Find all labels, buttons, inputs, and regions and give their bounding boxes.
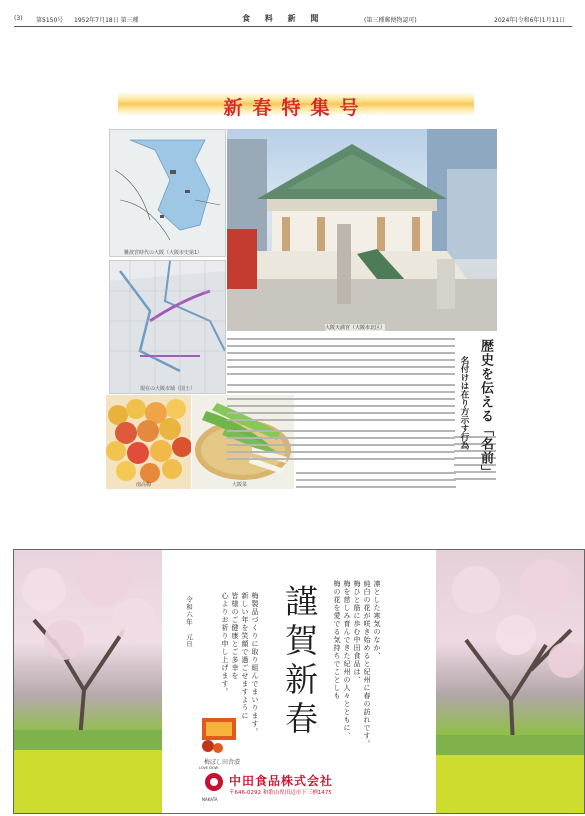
map1-caption: 難波宮時代の大阪（大阪市史第1） [124,250,203,256]
masthead [14,12,574,26]
new-year-greeting: 謹賀新春 [280,584,319,740]
ad-message-line: 梅製品づくりに取り組んでまいります。 [251,592,259,736]
historical-map-drawing [110,130,225,256]
company-address: 〒646-0292 和歌山県田辺市下三栖1475 [229,790,332,796]
advertisement [13,549,585,814]
ad-message-line: 梅の花を愛でる気持ちでことしも [333,580,341,700]
vegetable-caption: 大阪菜 [232,482,248,488]
ad-message-line: 心よりお祈り申し上げます。 [221,592,229,696]
ad-message-line: 梅ひと筋に歩む中田食品は、 [353,580,361,684]
newspaper-title: 食 料 新 聞 [242,14,325,23]
article-text-block-1 [227,338,455,380]
product-image [196,716,240,756]
logo-wordmark: NAKATA [202,797,218,802]
logo-mark [203,770,225,800]
ume-fruit-illustration [106,395,191,489]
temple-photo [227,129,497,331]
blossom-right-illustration [436,550,584,813]
company-logo-icon [203,770,225,800]
article-headline: 歴史を伝える「名前」 [478,339,493,479]
modern-map-image [109,260,226,394]
ad-message-line: 凛とした寒気のなか、 [373,580,381,660]
article-text-block-3 [227,430,455,470]
ad-message-line: 皆様のご健康とご多幸を [231,592,239,680]
mail-note: 1952年7月18日 第三種 [74,17,139,24]
ad-message-line: 梅を慈しみ育んできた紀州の人々とともに、 [343,580,351,740]
special-issue-banner [118,92,474,119]
product-box-illustration [196,716,240,756]
era-date: 令和六年 元旦 [185,596,193,649]
plum-blossom-photo-left [14,550,162,813]
historical-map-image [109,129,226,257]
postal-note: (第三種郵便物認可) [364,17,417,24]
modern-map-drawing [110,261,225,393]
ad-message-line: 新しい年を笑顔で過ごせますように [241,592,249,720]
banner-title: 新春特集号 [223,97,369,119]
issue-number: 第5150号 [36,17,64,24]
article-text-block-4 [296,472,456,494]
newspaper-page [6,6,579,810]
page-number: (3) [14,15,23,22]
masthead-rule [14,26,572,27]
product-label: 梅ぼし田舎漬 [204,759,241,766]
company-name: 中田食品株式会社 [229,774,334,788]
ume-fruit-photo [106,395,191,489]
plum-blossom-photo-right [436,550,584,813]
ad-message-right [332,580,382,750]
logo-tagline: LOVE DOW [199,766,219,770]
article-subheadline: 名付けは在り方示す行為 [459,356,469,450]
ad-message-line: 純白の花が咲き始めると紀州に春の訪れです。 [363,580,371,748]
ume-caption: 南高梅 [136,482,152,488]
temple-illustration [227,129,497,331]
blossom-left-illustration [14,550,162,813]
article-text-block-2 [227,384,455,426]
map2-caption: 現在の大阪市域（国土） [140,386,196,392]
issue-date: 2024年(令和6年)1月11日 [494,17,566,24]
temple-caption: 大阪天満宮（大阪市北区） [325,325,386,331]
